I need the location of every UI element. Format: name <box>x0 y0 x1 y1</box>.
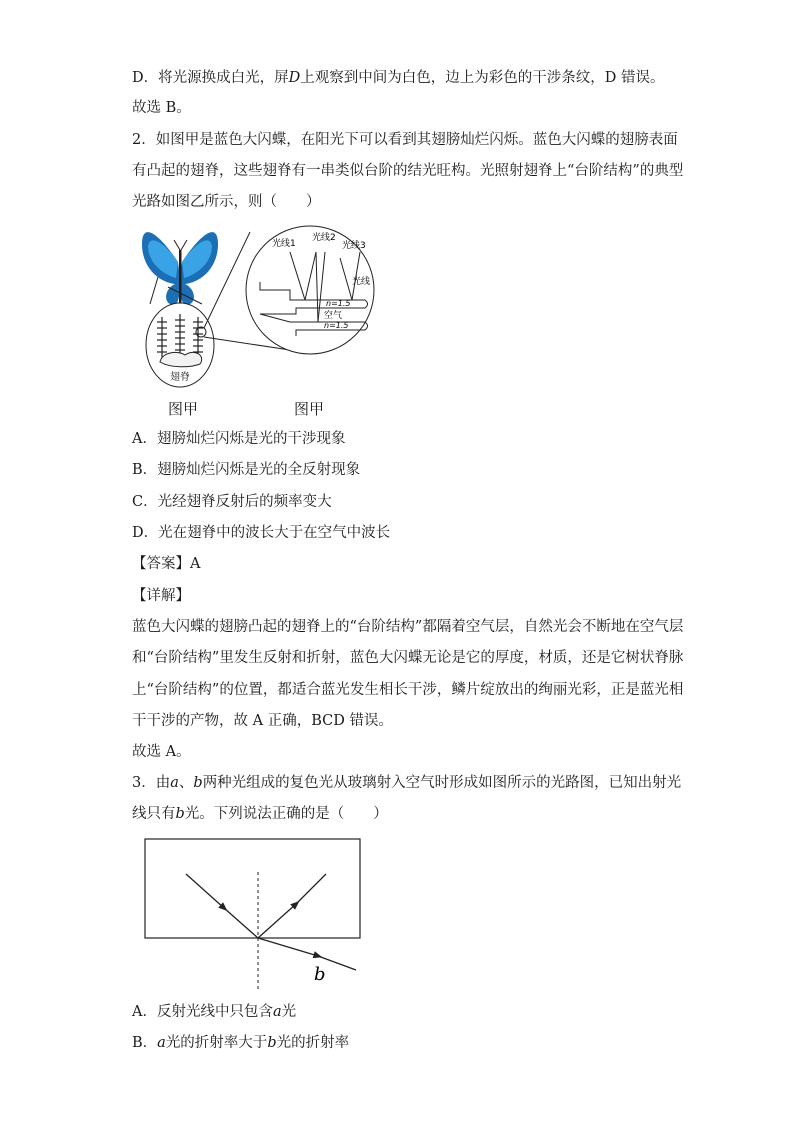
variable: a <box>272 1004 282 1020</box>
text-segment: A．反射光线中只包含 <box>132 1004 273 1020</box>
variable: b <box>175 806 185 822</box>
answer-label: 【答案】A <box>132 556 201 572</box>
refracted-ray <box>258 938 318 956</box>
q3-option-a <box>132 1002 296 1022</box>
text-segment: 线只有 <box>132 806 176 822</box>
text-segment: 两种光组成的复色光从玻璃射入空气时形成如图所示的光路图，已知出射光 <box>202 775 682 791</box>
detail-line: 故选 A。 <box>132 744 191 760</box>
zoom-line <box>150 277 158 304</box>
scale-base <box>160 352 202 366</box>
text-segment: 、 <box>178 775 194 791</box>
detail-line: 干干涉的产物，故 A 正确，BCD 错误。 <box>132 713 393 729</box>
refractive-index-top: n=1.5 <box>326 299 351 308</box>
variable: b <box>267 1035 277 1051</box>
wing-label: 翅脊 <box>170 372 190 383</box>
option-c: C．光经翅脊反射后的频率变大 <box>132 494 332 510</box>
text-segment: 光的折射率 <box>276 1035 350 1051</box>
question-2-stem-line1: 2．如图甲是蓝色大闪蝶，在阳光下可以看到其翅膀灿烂闪烁。蓝色大闪蝶的翅膀表面 <box>132 132 678 148</box>
butterfly-figure <box>140 222 420 392</box>
ray-label-1: 光线1 <box>272 239 296 249</box>
refractive-index-bottom: n=1.5 <box>324 321 349 330</box>
question-2-stem-line2: 有凸起的翅脊，这些翅脊有一串类似台阶的结光旺构。光照射翅脊上“台阶结构”的典型 <box>132 163 684 179</box>
text-segment: 上观察到中间为白色，边上为彩色的干涉条纹，D 错误。 <box>300 70 665 86</box>
detail-line: 蓝色大闪蝶的翅膀凸起的翅脊上的“台阶结构”都隔着空气层，自然光会不断地在空气层 <box>132 619 684 635</box>
figure-caption-left: 图甲 <box>168 400 199 418</box>
q3-option-b <box>132 1033 349 1053</box>
variable: a <box>170 775 179 791</box>
detail-line: 和“台阶结构”里发生反射和折射，蓝色大闪蝶无论是它的厚度，材质，还是它树状脊脉 <box>132 650 684 666</box>
detail-line: 上“台阶结构”的位置，都适合蓝光发生相长干涉，鳞片绽放出的绚丽光彩，正是蓝光相 <box>132 682 684 698</box>
option-d: D．光在翅脊中的波长大于在空气中波长 <box>132 525 391 541</box>
text-segment: B． <box>132 1035 158 1051</box>
incident-ray <box>186 874 224 908</box>
variable: D <box>288 70 301 86</box>
incident-ray-end <box>224 908 258 938</box>
figure-caption-right: 图甲 <box>294 400 325 418</box>
reflected-ray <box>258 904 296 938</box>
text-segment: 光的折射率大于 <box>165 1035 268 1051</box>
ray-label-3: 光线3 <box>342 241 366 251</box>
variable: b <box>193 775 203 791</box>
question-3-stem-line1 <box>132 773 681 793</box>
text-segment: 光 <box>281 1004 297 1020</box>
option-b: B．翅膀灿烂闪烁是光的全反射现象 <box>132 462 361 478</box>
variable: a <box>157 1035 166 1051</box>
question-3-stem-line2 <box>132 804 388 824</box>
ray-label-4: 光线 <box>352 277 371 287</box>
option-a: A．翅膀灿烂闪烁是光的干涉现象 <box>132 431 346 447</box>
text-line <box>132 68 665 88</box>
ray-label-2: 光线2 <box>312 233 336 243</box>
refraction-diagram <box>140 834 370 994</box>
text-line: 故选 B。 <box>132 100 191 116</box>
text-segment: 3．由 <box>132 775 171 791</box>
reflected-ray-end <box>296 874 326 904</box>
detail-title: 【详解】 <box>132 588 190 604</box>
ray-label-b: b <box>314 964 326 985</box>
butterfly-image <box>142 232 218 306</box>
text-segment: D．将光源换成白光，屏 <box>132 70 289 86</box>
text-segment: 光。下列说法正确的是（ ） <box>184 806 388 822</box>
glass-block <box>145 839 360 938</box>
air-label: 空气 <box>324 311 343 321</box>
question-2-stem-line3: 光路如图乙所示，则（ ） <box>132 194 321 210</box>
